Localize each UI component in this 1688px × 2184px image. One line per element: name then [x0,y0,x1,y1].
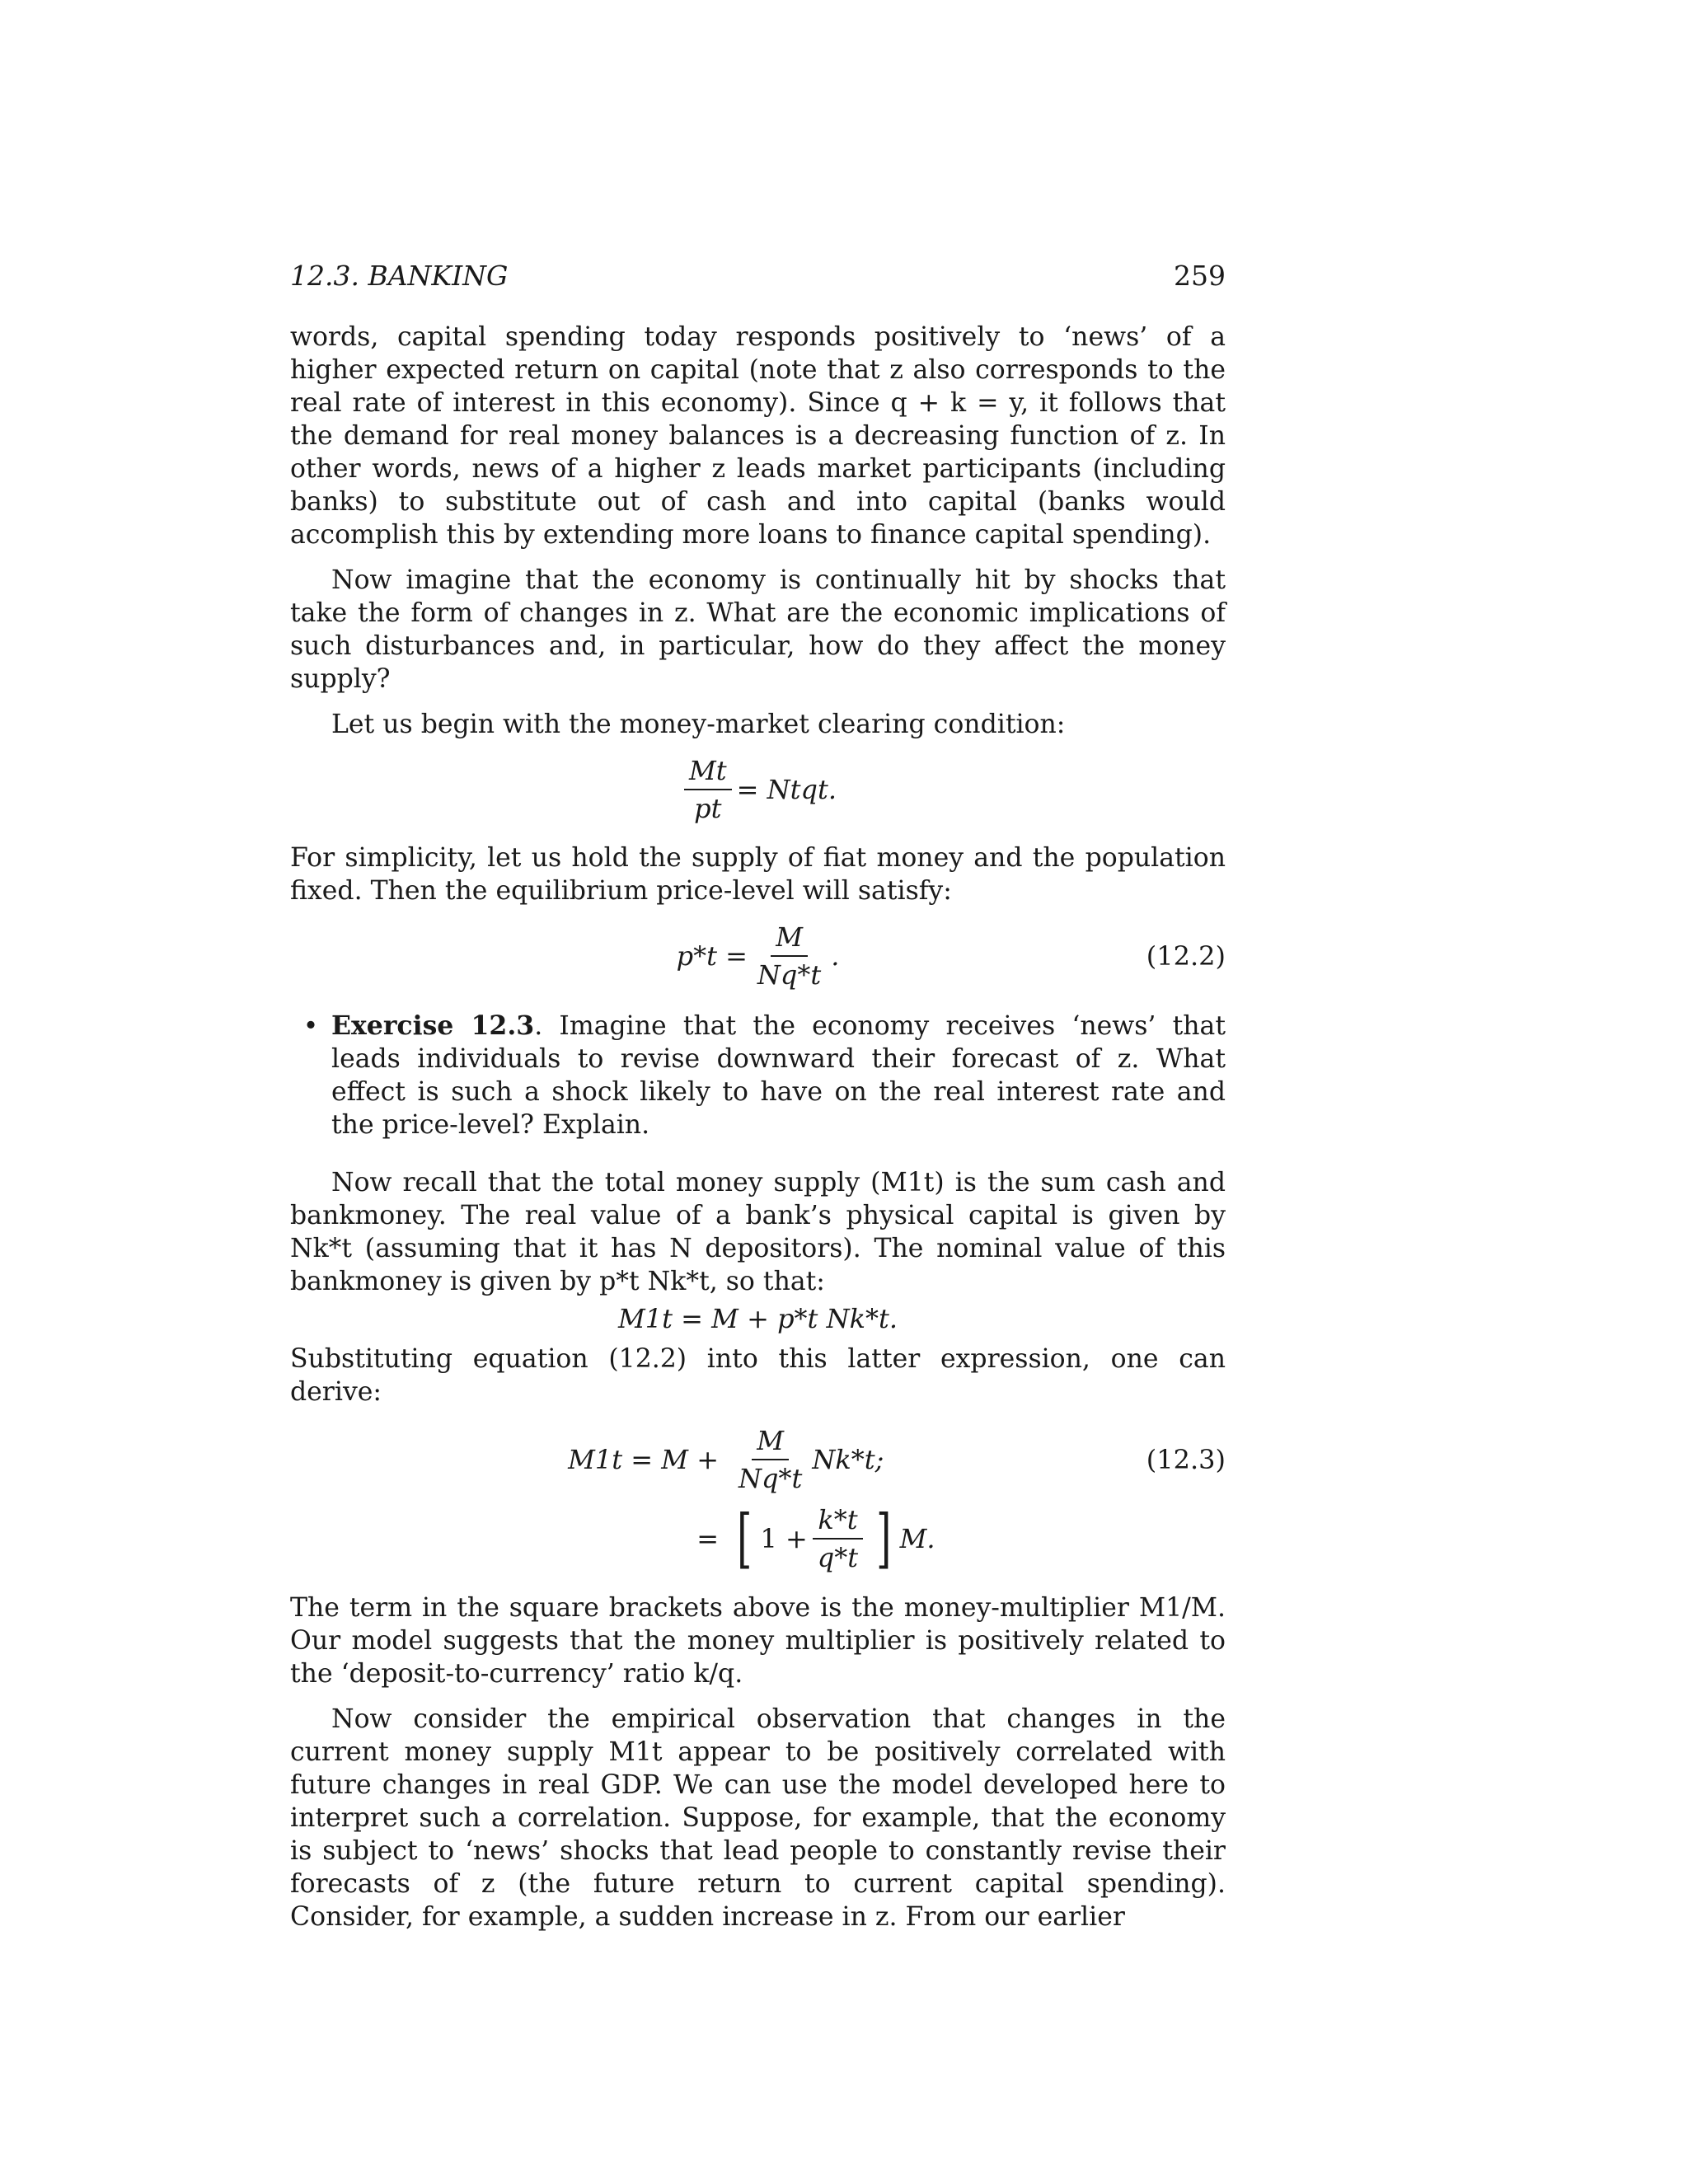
paragraph-7: The term in the square brackets above is the money-multiplier M1/M. Our model suggests that the money multiplier is positively related to the ‘deposit-to-currency’ ratio k/q. [290,1593,1226,1689]
right-bracket-icon: ] [876,1502,892,1576]
exercise-item [290,1010,1226,1141]
equation-number: (12.2) [1146,940,1226,972]
exercise-label: Exercise 12.3 [331,1010,535,1041]
left-bracket-icon: [ [737,1502,753,1576]
equation-12-2 [290,922,1226,990]
paragraph-3: Let us begin with the money-market clearing condition: [331,710,1066,739]
fraction [734,1426,807,1493]
running-head [290,260,1226,292]
bullet-icon: • [302,1011,319,1041]
page-number: 259 [1174,260,1226,292]
equation-lhs: M1t = M + [568,1444,719,1475]
equation-number: (12.3) [1146,1444,1226,1475]
fraction-denominator: Nq*t [738,1463,803,1494]
equation-one: 1 + [760,1523,808,1554]
fraction-numerator: Mt [684,756,732,790]
fraction-numerator: M [771,922,808,957]
equation-m1 [290,1303,1226,1334]
equation-lhs: p*t = [676,940,748,972]
exercise-text: . Imagine that the economy receives ‘news’ that leads individuals to revise downward their forecast of z. What effect is such a shock likely to have on the real interest rate and the price-level? Explain. [331,1011,1226,1140]
paragraph-2: Now imagine that the economy is continually hit by shocks that take the form of changes in z. What are the economic implications of such disturbances and, in particular, how do they affect the money supply? [290,565,1226,694]
fraction [753,922,826,990]
equation-tail: Nk*t; [812,1444,884,1475]
equation-tail: . [831,940,840,972]
equation-m1-text: M1t = M + p*t Nk*t. [618,1303,898,1334]
paragraph-6: Substituting equation (12.2) into this latter expression, one can derive: [290,1344,1226,1407]
equation-12-3 [290,1420,1226,1578]
paragraph-1: words, capital spending today responds positively to ‘news’ of a higher expected return on capital (note that z also corresponds to the real rate of interest in this economy). Since q + k = y, it follows that the demand for real money balances is a decreasing function of z. In other words, news of a higher z leads market participants (including banks) to substitute out of cash and into capital (banks would accomplish this by extending more loans to finance capital spending). [290,322,1226,550]
equation-tail: M. [899,1523,935,1554]
page-content [290,262,1226,1933]
fraction-denominator: q*t [817,1542,859,1573]
paragraph-4: For simplicity, let us hold the supply of fiat money and the population fixed. Then the equilibrium price-level will satisfy: [290,843,1226,906]
equation-rhs: = Ntqt. [736,774,837,805]
fraction-denominator: pt [694,793,722,824]
section-title: 12.3. BANKING [290,260,509,292]
fraction-numerator: M [752,1426,789,1460]
equation-lhs: = [696,1523,719,1554]
fraction-denominator: Nq*t [757,959,822,991]
equation-row-1 [290,1420,1226,1499]
fraction-numerator: k*t [813,1505,862,1540]
equation-money-market [290,756,1226,823]
fraction [813,1505,863,1572]
fraction [684,756,732,823]
equation-row-2 [290,1499,1226,1578]
paragraph-5: Now recall that the total money supply (M1t) is the sum cash and bankmoney. The real value of a bank’s physical capital is given by Nk*t (assuming that it has N depositors). The nominal value of this bankmoney is given by p*t Nk*t, so that: [290,1168,1226,1296]
paragraph-8: Now consider the empirical observation that changes in the current money supply M1t appear to be positively correlated with future changes in real GDP. We can use the model developed here to interpret such a correlation. Suppose, for example, that the economy is subject to ‘news’ shocks that lead people to constantly revise their forecasts of z (the future return to current capital spending). Consider, for example, a sudden increase in z. From our earlier [290,1704,1226,1932]
exercise-body [331,1010,1226,1141]
